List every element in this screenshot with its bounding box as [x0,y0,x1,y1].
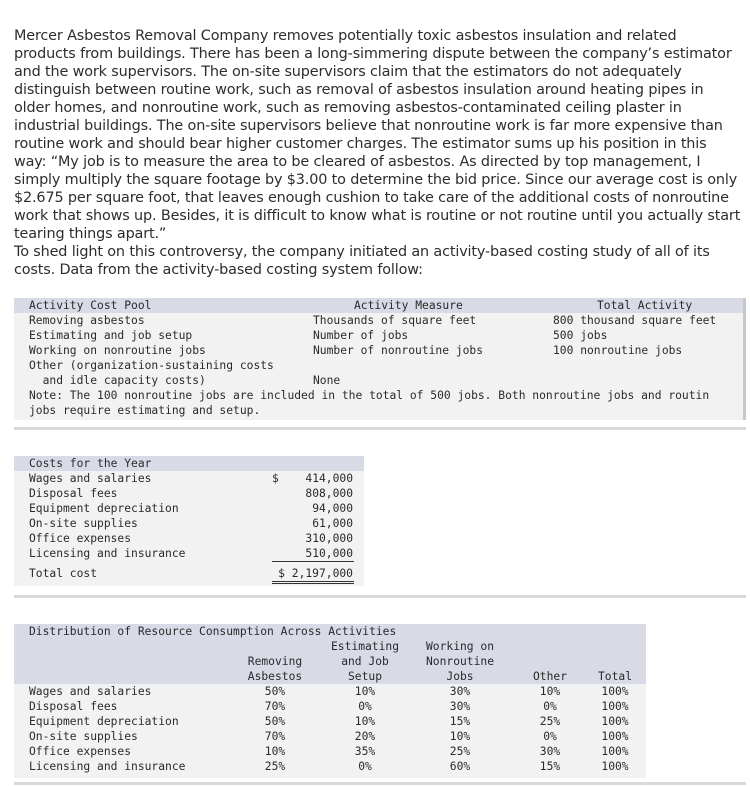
scrollbar[interactable] [743,298,746,420]
cost-amount: 808,000 [305,487,353,500]
distribution-cell: 100% [601,730,629,743]
distribution-cell: 100% [601,760,629,773]
activity-header-total: Total Activity [597,299,693,312]
distribution-title: Distribution of Resource Consumption Across Activities [29,625,397,638]
cost-amount: 310,000 [305,532,353,545]
distribution-row-label: Equipment depreciation [29,715,179,728]
activity-other-line2: and idle capacity costs) [29,374,206,387]
col-header: Other [532,670,567,683]
distribution-cell: 30% [449,700,471,713]
col-header: Estimating [330,640,399,653]
col-header: Jobs [446,670,474,683]
activity-row-measure: Number of nonroutine jobs [313,344,484,357]
distribution-cell: 25% [264,760,286,773]
activity-row-total: 500 jobs [553,329,608,342]
distribution-cell: 0% [358,760,372,773]
activity-row-total: 800 thousand square feet [553,314,717,327]
col-header: Asbestos [247,670,303,683]
col-header: Total [597,670,632,683]
distribution-cell: 15% [539,760,561,773]
activity-row-measure: Number of jobs [313,329,409,342]
section-divider [14,595,746,598]
distribution-cell: 20% [354,730,376,743]
cost-label: Wages and salaries [29,472,152,485]
distribution-cell: 0% [358,700,372,713]
distribution-row-label: On-site supplies [29,730,138,743]
activity-row-measure: Thousands of square feet [313,314,477,327]
total-double-rule [272,583,354,584]
total-double-rule [272,581,354,582]
distribution-cell: 100% [601,745,629,758]
col-header: and Job [341,655,389,668]
activity-header-measure: Activity Measure [354,299,463,312]
distribution-cell: 70% [264,700,286,713]
distribution-cell: 70% [264,730,286,743]
intro-paragraph-2: To shed light on this controversy, the company initiated an activity-based costing study of all of its costs. Data from the activity-based costing system follow: [14,244,710,278]
costs-title: Costs for the Year [29,457,152,470]
col-header: Removing [247,655,303,668]
distribution-row-label: Licensing and insurance [29,760,186,773]
cost-label: Disposal fees [29,487,118,500]
activity-row-pool: Working on nonroutine jobs [29,344,206,357]
activity-other-line1: Other (organization-sustaining costs [29,359,274,372]
distribution-cell: 100% [601,715,629,728]
distribution-cell: 35% [354,745,376,758]
total-cost-amount: $ 2,197,000 [278,567,353,580]
cost-label: Office expenses [29,532,132,545]
distribution-cell: 50% [264,715,286,728]
distribution-row-label: Wages and salaries [29,685,152,698]
cost-amount: 510,000 [305,547,353,560]
distribution-cell: 100% [601,685,629,698]
total-cost-label: Total cost [29,567,98,580]
cost-label: Licensing and insurance [29,547,186,560]
distribution-cell: 100% [601,700,629,713]
distribution-cell: 25% [539,715,561,728]
distribution-cell: 30% [539,745,561,758]
col-header: Working on [425,640,494,653]
horizontal-scrollbar[interactable] [14,427,746,430]
distribution-cell: 10% [264,745,286,758]
bottom-divider [14,782,746,785]
dollar-sign: $ [272,472,279,485]
activity-note-line1: Note: The 100 nonroutine jobs are included in the total of 500 jobs. Both nonroutine jobs and routin [29,389,710,402]
activity-row-total: 100 nonroutine jobs [553,344,683,357]
activity-row-pool: Estimating and job setup [29,329,193,342]
intro-paragraph: Mercer Asbestos Removal Company removes potentially toxic asbestos insulation and related products from buildings. There has been a long-simmering dispute between the company’s estimator and the work supervisors. The on-site supervisors claim that the estimators do not adequately distinguish between routine work, such as removal of asbestos insulation around heating pipes in older homes, and nonroutine work, such as removing asbestos-contaminated ceiling plaster in industrial buildings. The on-site supervisors believe that nonroutine work is far more expensive than routine work and should bear higher customer charges. The estimator sums up his position in this way: “My job is to measure the area to be cleared of asbestos. As directed by top management, I simply multiply the square footage by $3.00 to determine the bid price. Since our average cost is only $2.675 per square foot, that leaves enough cushion to take care of the additional costs of nonroutine work that shows up. Besides, it is difficult to know what is routine or not routine until you actually start tearing things apart.” [14,28,741,242]
cost-amount: 94,000 [312,502,353,515]
distribution-cell: 0% [543,730,557,743]
col-header: Nonroutine [425,655,494,668]
activity-note-line2: jobs require estimating and setup. [29,404,261,417]
cost-label: On-site supplies [29,517,138,530]
activity-header-pool: Activity Cost Pool [29,299,152,312]
cost-amount: 414,000 [305,472,353,485]
subtotal-rule [272,561,354,562]
distribution-cell: 25% [449,745,471,758]
distribution-cell: 10% [354,715,376,728]
cost-amount: 61,000 [312,517,353,530]
distribution-cell: 60% [449,760,471,773]
distribution-cell: 30% [449,685,471,698]
distribution-cell: 10% [539,685,561,698]
distribution-cell: 15% [449,715,471,728]
distribution-cell: 50% [264,685,286,698]
distribution-cell: 10% [449,730,471,743]
distribution-row-label: Disposal fees [29,700,118,713]
distribution-cell: 0% [543,700,557,713]
activity-row-pool: Removing asbestos [29,314,145,327]
cost-label: Equipment depreciation [29,502,179,515]
col-header: Setup [347,670,382,683]
activity-other-measure: None [313,374,341,387]
distribution-cell: 10% [354,685,376,698]
distribution-row-label: Office expenses [29,745,132,758]
